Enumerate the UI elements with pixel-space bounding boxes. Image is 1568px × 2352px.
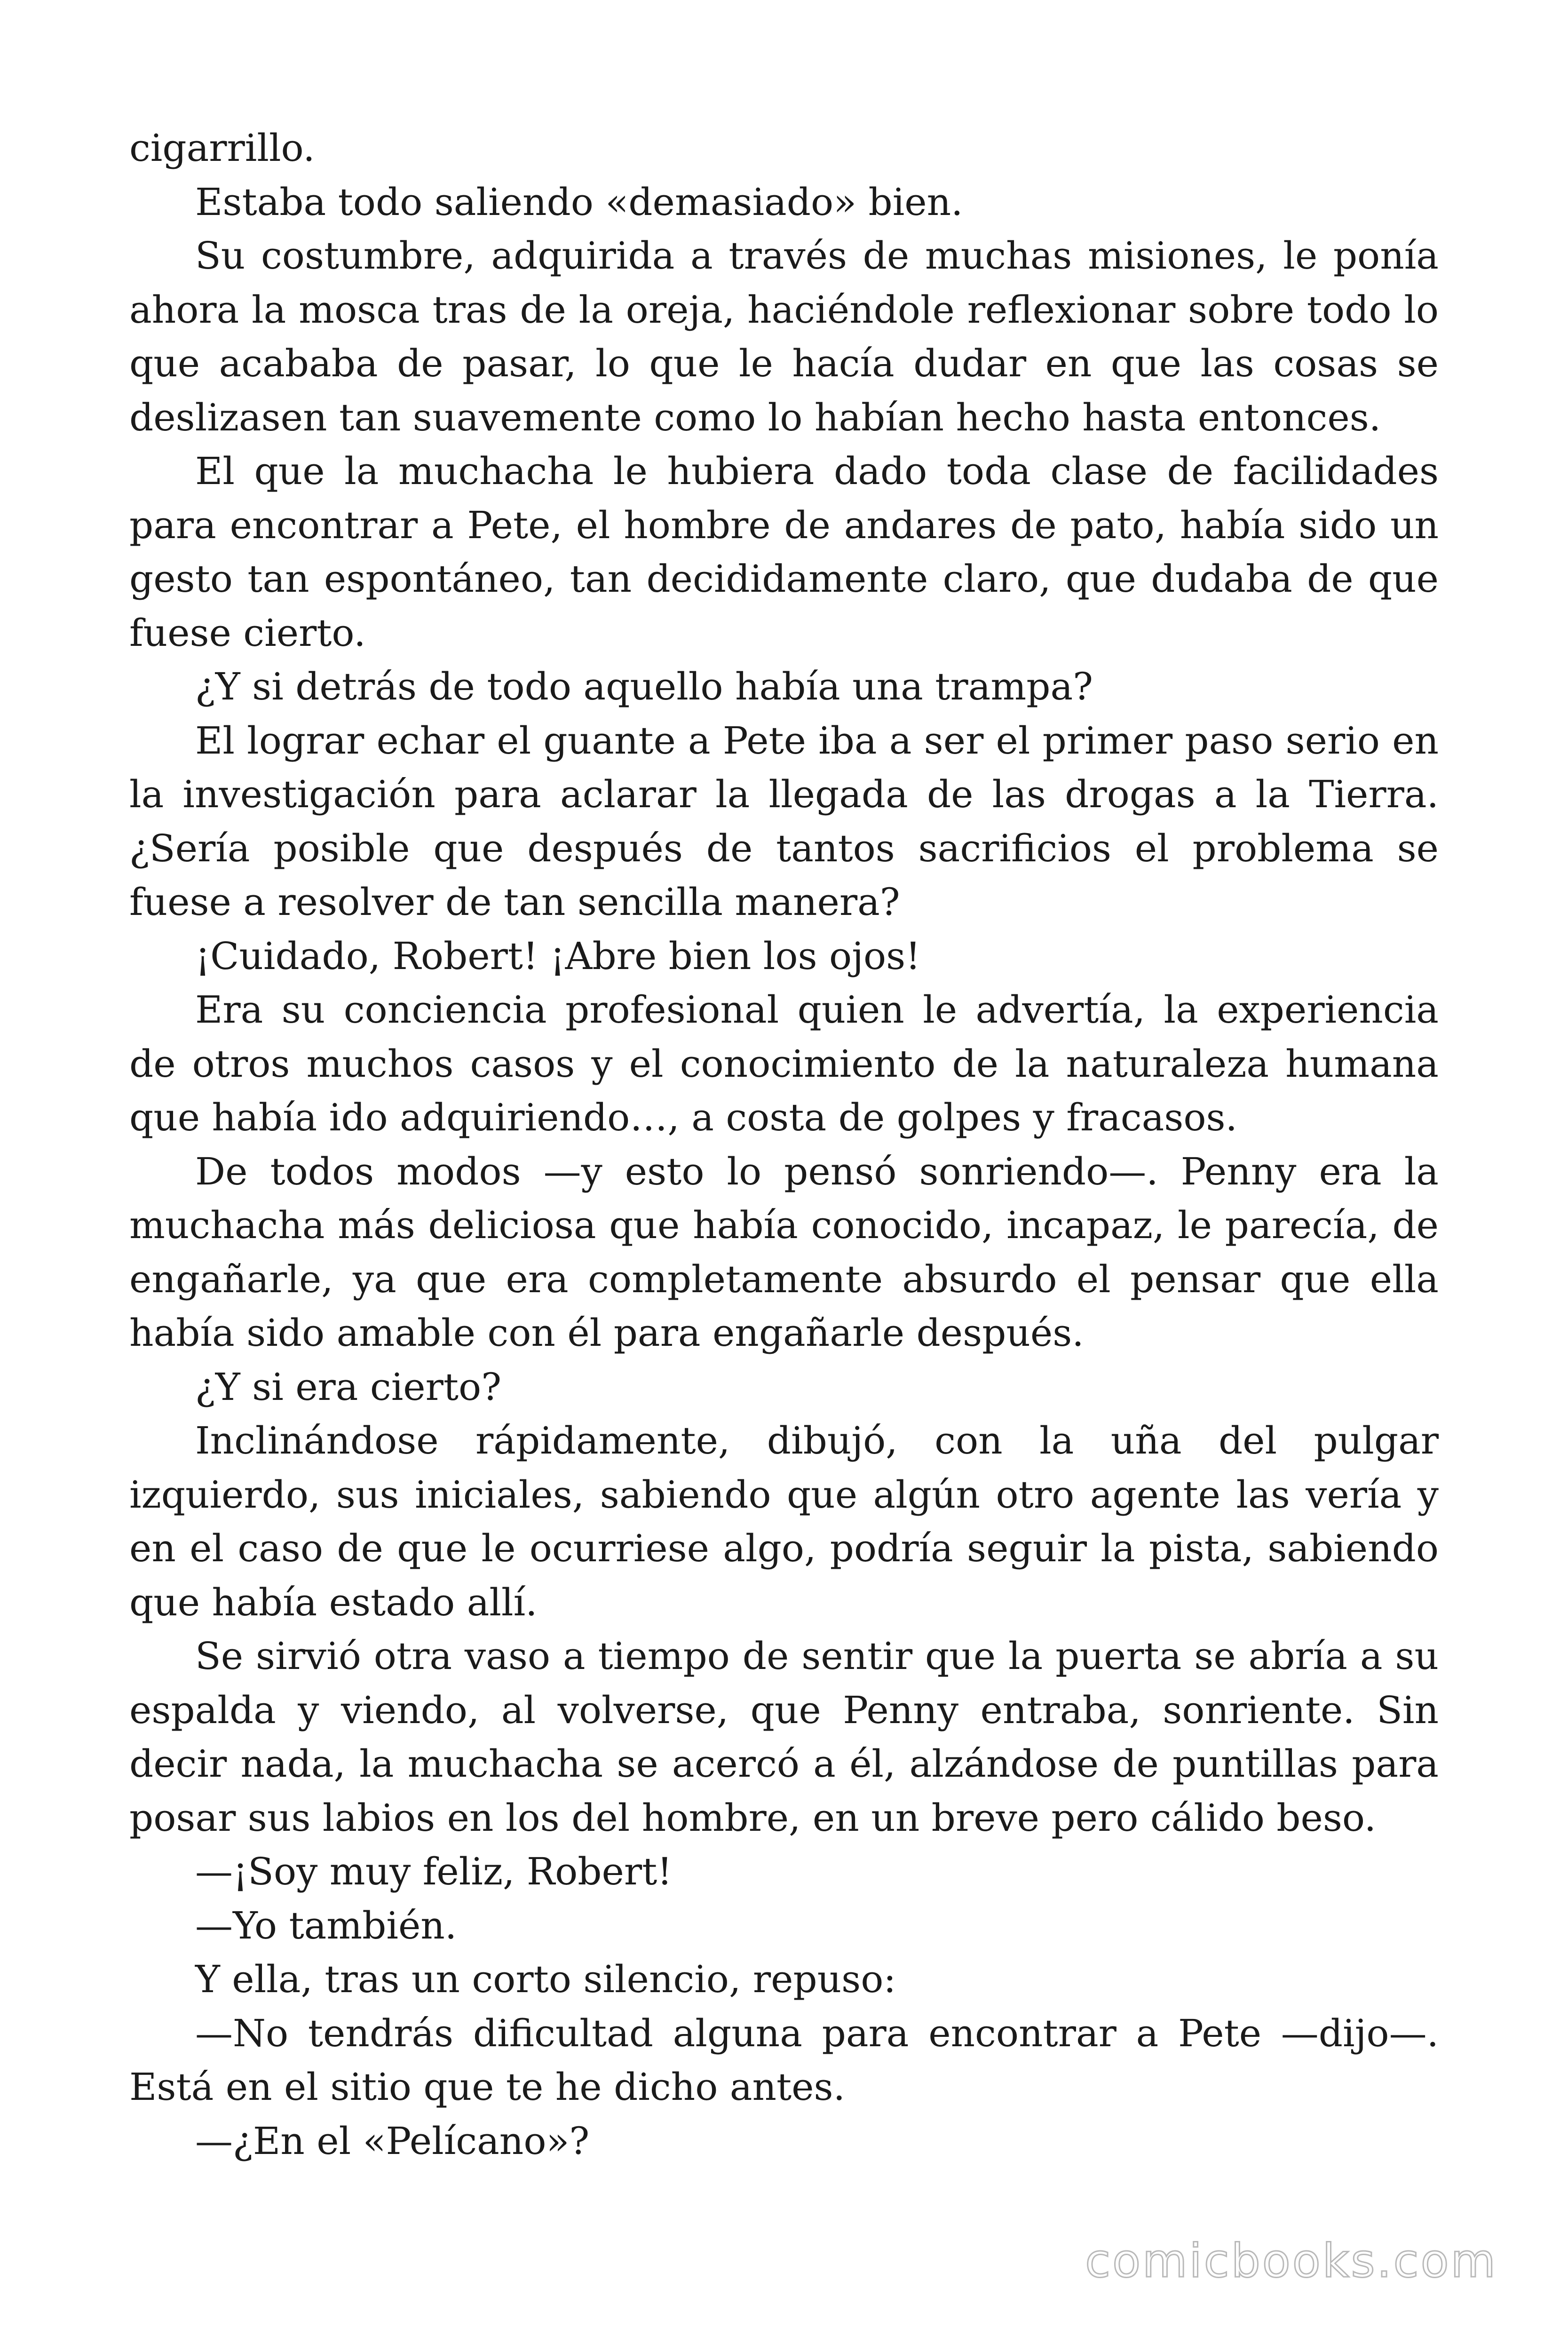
paragraph: —¿En el «Pelícano»? — [195, 2119, 590, 2163]
watermark: comicbooks.com — [1085, 2234, 1497, 2288]
paragraph: Y ella, tras un corto silencio, repuso: — [195, 1957, 896, 2001]
paragraph: ¿Y si detrás de todo aquello había una trampa? — [195, 665, 1093, 708]
paragraph: Su costumbre, adquirida a través de muchas misiones, le ponía ahora la mosca tras de la oreja, haciéndole reflexionar sobre todo lo que acababa de pasar, lo que le hacía dudar en que las cosas se deslizasen tan suavemente como lo habían hecho hasta entonces. — [129, 234, 1439, 439]
paragraph: ¡Cuidado, Robert! ¡Abre bien los ojos! — [195, 934, 921, 978]
paragraph: Se sirvió otra vaso a tiempo de sentir que la puerta se abría a su espalda y viendo, al volverse, que Penny entraba, sonriente. Sin decir nada, la muchacha se acercó a él, alzándose de puntillas para posar sus labios en los del hombre, en un breve pero cálido beso. — [129, 1634, 1439, 1840]
paragraph: —No tendrás dificultad alguna para encontrar a Pete —dijo—. Está en el sitio que te he dicho antes. — [129, 2011, 1439, 2109]
paragraph: cigarrillo. — [129, 126, 315, 170]
paragraph: Era su conciencia profesional quien le advertía, la experiencia de otros muchos casos y el conocimiento de la naturaleza humana que había ido adquiriendo…, a costa de golpes y fracasos. — [129, 988, 1439, 1139]
body-text — [129, 121, 1439, 2168]
paragraph: ¿Y si era cierto? — [195, 1365, 502, 1409]
paragraph: El que la muchacha le hubiera dado toda clase de facilidades para encontrar a Pete, el hombre de andares de pato, había sido un gesto tan espontáneo, tan decididamente claro, que dudaba de que fuese cierto. — [129, 449, 1439, 655]
paragraph: —Yo también. — [195, 1903, 457, 1947]
paragraph: De todos modos —y esto lo pensó sonriendo—. Penny era la muchacha más deliciosa que había conocido, incapaz, le parecía, de engañarle, ya que era completamente absurdo el pensar que ella había sido amable con él para engañarle después. — [129, 1149, 1439, 1355]
paragraph: El lograr echar el guante a Pete iba a ser el primer paso serio en la investigación para aclarar la llegada de las drogas a la Tierra. ¿Sería posible que después de tantos sacrificios el problema se fuese a resolver de tan sencilla manera? — [129, 718, 1439, 924]
paragraph: —¡Soy muy feliz, Robert! — [195, 1850, 673, 1893]
paragraph: Estaba todo saliendo «demasiado» bien. — [195, 180, 963, 224]
paragraph: Inclinándose rápidamente, dibujó, con la uña del pulgar izquierdo, sus iniciales, sabiendo que algún otro agente las vería y en el caso de que le ocurriese algo, podría seguir la pista, sabiendo que había estado allí. — [129, 1419, 1439, 1624]
